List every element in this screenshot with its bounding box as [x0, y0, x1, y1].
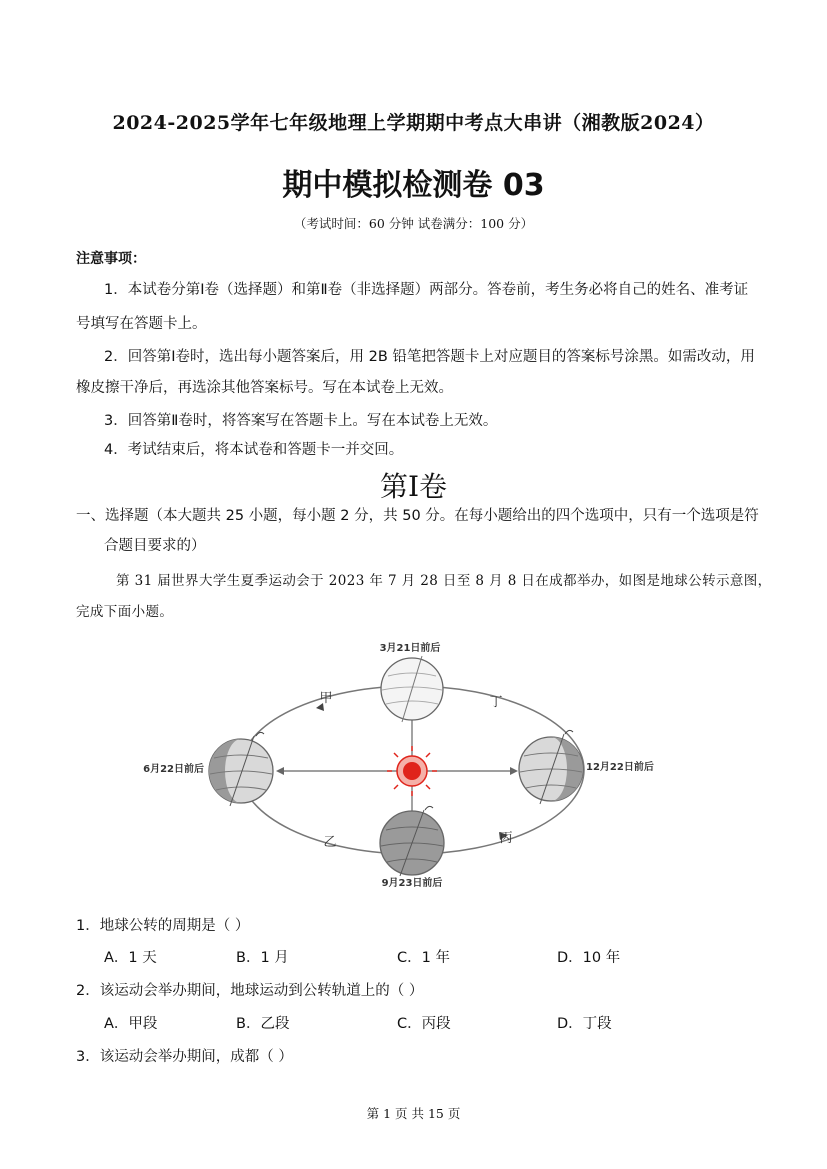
- ray-left-arrowhead: [276, 767, 284, 775]
- label-december-22: 12月22日前后: [586, 762, 654, 773]
- page-title: 期中模拟检测卷 03: [282, 168, 545, 203]
- notice-item-3: 3．回答第Ⅱ卷时，将答案写在答题卡上。写在本试卷上无效。: [104, 413, 498, 429]
- question-2-option-a: A．甲段: [104, 1016, 158, 1032]
- notice-item-1-line-2: 号填写在答题卡上。: [76, 316, 207, 332]
- question-1-option-a: A．1 天: [104, 950, 157, 966]
- label-segment-ding: 丁: [489, 695, 503, 710]
- label-segment-yi: 乙: [323, 835, 337, 850]
- question-2-option-b: B．乙段: [236, 1016, 290, 1032]
- notice-item-2-line-1: 2．回答第Ⅰ卷时，选出每小题答案后，用 2B 铅笔把答题卡上对应题目的答案标号涂黑。如需改动，用: [104, 349, 755, 365]
- question-2: 2．该运动会举办期间，地球运动到公转轨道上的（ ）: [76, 983, 424, 999]
- label-september-23: 9月23日前后: [381, 878, 443, 889]
- notice-item-1-line-1: 1．本试卷分第Ⅰ卷（选择题）和第Ⅱ卷（非选择题）两部分。答卷前，考生务必将自己的姓名、准考证: [104, 282, 749, 298]
- notice-item-4: 4．考试结束后，将本试卷和答题卡一并交回。: [104, 442, 404, 458]
- label-segment-jia: 甲: [319, 691, 333, 706]
- section-instructions-line-1: 一、选择题（本大题共 25 小题，每小题 2 分，共 50 分。在每小题给出的四个选项中，只有一个选项是符: [76, 508, 759, 524]
- section-instructions-line-2: 合题目要求的）: [104, 538, 206, 554]
- question-stem-line-1: 第 31 届世界大学生夏季运动会于 2023 年 7 月 28 日至 8 月 8 日在成都举办，如图是地球公转示意图，: [116, 573, 772, 589]
- question-2-option-d: D．丁段: [557, 1016, 612, 1032]
- exam-info: （考试时间：60 分钟 试卷满分：100 分）: [293, 216, 534, 231]
- earth-orbit-diagram: [143, 634, 670, 894]
- page-footer: 第 1 页 共 15 页: [366, 1106, 461, 1121]
- question-stem-line-2: 完成下面小题。: [76, 604, 174, 620]
- label-segment-bing: 丙: [499, 831, 513, 846]
- section-title: 第Ⅰ卷: [379, 470, 448, 503]
- question-3: 3．该运动会举办期间，成都（ ）: [76, 1049, 293, 1065]
- ray-right-arrowhead: [510, 767, 518, 775]
- question-1: 1．地球公转的周期是（ ）: [76, 918, 250, 934]
- earth-september-23: [380, 806, 444, 876]
- question-1-option-c: C．1 年: [397, 950, 450, 966]
- notice-item-2-line-2: 橡皮擦干净后，再选涂其他答案标号。写在本试卷上无效。: [76, 380, 453, 396]
- earth-march-21: [381, 656, 443, 722]
- label-june-22: 6月22日前后: [143, 764, 204, 775]
- series-title: 2024-2025学年七年级地理上学期期中考点大串讲（湘教版2024）: [112, 112, 715, 134]
- earth-june-22: [209, 732, 273, 806]
- notice-heading: 注意事项：: [76, 251, 146, 267]
- question-2-option-c: C．丙段: [397, 1016, 451, 1032]
- question-1-option-d: D．10 年: [557, 950, 621, 966]
- question-1-option-b: B．1 月: [236, 950, 289, 966]
- label-march-21: 3月21日前后: [379, 643, 441, 654]
